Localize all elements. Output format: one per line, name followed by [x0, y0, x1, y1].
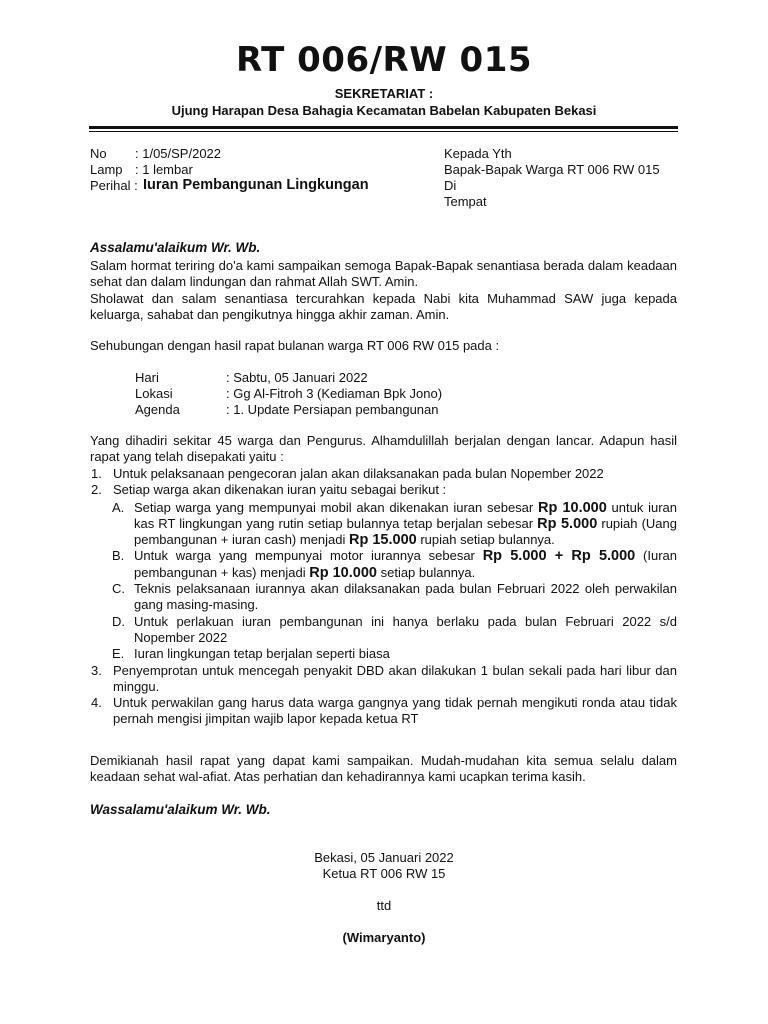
- list-item-text: Untuk perwakilan gang harus data warga gangnya yang tidak pernah mengikuti ronda atau tidak pernah mengisi jimpitan wajib lapor kepada ketua RT: [113, 695, 677, 727]
- sub-list-letter: E.: [112, 646, 125, 662]
- lokasi-value: : Gg Al-Fitroh 3 (Kediaman Bpk Jono): [226, 386, 443, 401]
- amount-total-mobil: Rp 15.000: [349, 532, 417, 549]
- list-number: 3.: [91, 662, 102, 678]
- sub-list-letter: A.: [112, 499, 125, 515]
- list-item-text: Untuk pelaksanaan pengecoran jalan akan dilaksanakan pada bulan Nopember 2022: [113, 466, 604, 481]
- farewell: Wassalamu'alaikum Wr. Wb.: [90, 802, 271, 817]
- lokasi-label: Lokasi: [135, 386, 173, 401]
- signatory-name: (Wimaryanto): [342, 930, 426, 945]
- list-number: 2.: [91, 482, 102, 498]
- list-number: 4.: [91, 695, 102, 711]
- opening-paragraphs: [90, 258, 677, 323]
- list-number: 1.: [91, 466, 102, 481]
- header-divider-thin: [89, 131, 678, 132]
- agenda-label: Agenda: [135, 402, 180, 417]
- lamp-label: Lamp: [90, 162, 123, 177]
- list-item-text: Setiap warga akan dikenakan iuran yaitu sebagai berikut :: [113, 482, 447, 498]
- no-value: : 1/05/SP/2022: [135, 146, 222, 161]
- agenda-value: : 1. Update Persiapan pembangunan: [226, 402, 439, 417]
- sub-list-letter: D.: [112, 613, 125, 629]
- paragraph-closing: Demikianah hasil rapat yang dapat kami sampaikan. Mudah-mudahan kita semua selalu dalam keadaan sehat wal-afiat. Atas perhatian dan kehadirannya kami ucapkan terima kasih.: [90, 753, 677, 785]
- hari-value: : Sabtu, 05 Januari 2022: [226, 370, 368, 385]
- header-divider-thick: [89, 126, 678, 129]
- list-item: [91, 695, 677, 728]
- sub-list-letter: C.: [112, 581, 125, 597]
- recipient-line-3: Di: [444, 178, 457, 193]
- sub-list-letter: B.: [112, 548, 125, 564]
- no-label: No: [90, 146, 107, 161]
- perihal-label: Perihal :: [90, 178, 138, 193]
- decision-list: [91, 466, 678, 728]
- paragraph-dihadiri: Yang dihadiri sekitar 45 warga dan Pengurus. Alhamdulillah berjalan dengan lancar. Adapun hasil rapat yang telah disepakati yaitu :: [90, 433, 677, 465]
- paragraph-salam: Salam hormat teriring do'a kami sampaikan semoga Bapak-Bapak senantiasa berada dalam keadaan sehat dan dalam lindungan dan rahmat Allah SWT. Amin.: [90, 258, 677, 290]
- sub-list-item: E. Iuran lingkungan tetap berjalan seperti biasa: [112, 646, 390, 662]
- secretariat-label: SEKRETARIAT :: [334, 86, 434, 101]
- list-item: [91, 662, 677, 696]
- lamp-value: : 1 lembar: [135, 162, 193, 177]
- paragraph-sehubungan: Sehubungan dengan hasil rapat bulanan warga RT 006 RW 015 pada :: [90, 338, 500, 353]
- signature-position: Ketua RT 006 RW 15: [322, 866, 446, 881]
- amount-motor: Rp 5.000 + Rp 5.000: [482, 548, 636, 565]
- sub-list-item: D. Untuk perlakuan iuran pembangunan ini hanya berlaku pada bulan Februari 2022 s/d Nopember 2022: [112, 613, 677, 645]
- recipient-line-2: Bapak-Bapak Warga RT 006 RW 015: [444, 162, 660, 177]
- address-line: Ujung Harapan Desa Bahagia Kecamatan Babelan Kabupaten Bekasi: [171, 103, 597, 118]
- letter-title: RT 006/RW 015: [235, 40, 533, 80]
- list-item: [91, 482, 677, 498]
- amount-total-motor: Rp 10.000: [309, 564, 377, 581]
- sub-list-item: B. Untuk warga yang mempunyai motor iurannya sebesar Rp 5.000 + Rp 5.000 (Iuran pembangunan + kas) menjadi Rp 10.000 setiap bulannya.: [112, 548, 678, 581]
- perihal-value: Iuran Pembangunan Lingkungan: [143, 177, 369, 193]
- amount-kas: Rp 5.000: [537, 515, 598, 532]
- signature-place-date: Bekasi, 05 Januari 2022: [314, 850, 454, 865]
- recipient-line-4: Tempat: [444, 194, 487, 209]
- recipient-line-1: Kepada Yth: [444, 146, 512, 161]
- greeting: Assalamu'alaikum Wr. Wb.: [90, 240, 261, 255]
- list-item-text: Penyemprotan untuk mencegah penyakit DBD akan dilakukan 1 bulan sekali pada hari libur dan minggu.: [113, 662, 677, 694]
- hari-label: Hari: [135, 370, 159, 385]
- amount-mobil: Rp 10.000: [537, 499, 607, 516]
- paragraph-sholawat: Sholawat dan salam senantiasa tercurahkan kepada Nabi kita Muhammad SAW juga kepada keluarga, sahabat dan pengikutnya hingga akhir zaman. Amin.: [90, 290, 677, 322]
- signature-ttd: ttd: [376, 898, 392, 913]
- sub-list-item: C. Teknis pelaksanaan iurannya akan dilaksanakan pada bulan Februari 2022 oleh perwakilan gang masing-masing.: [112, 581, 677, 613]
- sub-list: [113, 500, 677, 663]
- sub-list-item: A. Setiap warga yang mempunyai mobil akan dikenakan iuran sebesar Rp 10.000 untuk iuran kas RT lingkungan yang rutin setiap bulannya tetap berjalan sebesar Rp 5.000 rupiah (Uang pembangunan + iuran cash) menjadi Rp 15.000 rupiah setiap bulannya.: [112, 499, 677, 549]
- list-item: [91, 466, 677, 482]
